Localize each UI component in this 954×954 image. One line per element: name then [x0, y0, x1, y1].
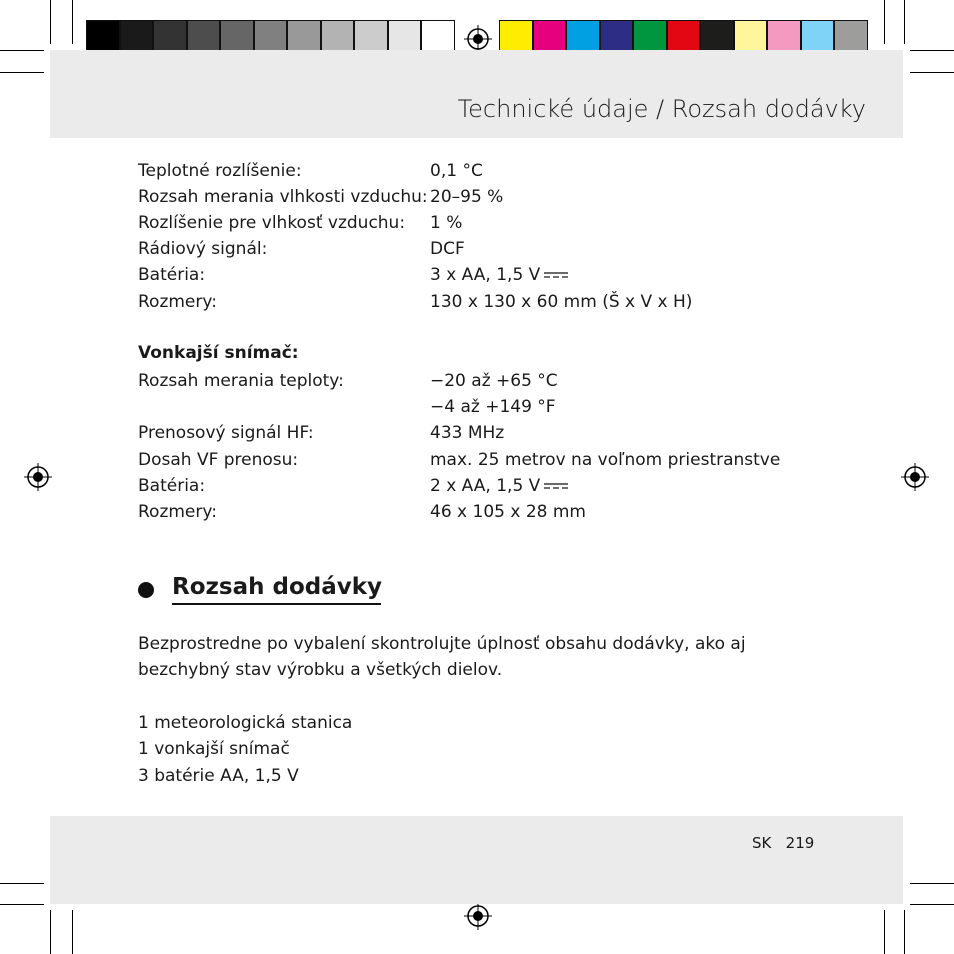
list-item: 1 meteorologická stanica — [138, 713, 353, 733]
delivery-heading: Rozsah dodávky — [172, 574, 383, 600]
spec-value-text: 3 x AA, 1,5 V — [430, 265, 541, 285]
color-swatch — [533, 20, 567, 54]
spec-label: Rozmery: — [138, 292, 217, 312]
footer-band — [50, 816, 903, 904]
color-swatch — [388, 20, 422, 54]
registration-mark-icon — [901, 463, 929, 491]
spec-value: max. 25 metrov na voľnom priestranstve — [430, 450, 781, 470]
color-swatch — [86, 20, 120, 54]
page-title: Technické údaje / Rozsah dodávky — [457, 95, 866, 123]
color-swatch — [667, 20, 701, 54]
crop-mark — [910, 883, 954, 884]
color-swatch — [767, 20, 801, 54]
spec-label: Rozmery: — [138, 502, 217, 522]
spec-label: Prenosový signál HF: — [138, 423, 314, 443]
grayscale-color-bar — [86, 20, 455, 54]
registration-mark-icon — [464, 902, 492, 930]
crop-mark — [0, 50, 44, 51]
spec-label: Rádiový signál: — [138, 239, 268, 259]
spec-label: Rozlíšenie pre vlhkosť vzduchu: — [138, 213, 406, 233]
spec-label: Batéria: — [138, 476, 206, 496]
color-swatch — [187, 20, 221, 54]
crop-mark — [910, 904, 954, 905]
color-swatch — [321, 20, 355, 54]
spec-value — [430, 263, 568, 287]
header-band — [50, 50, 903, 138]
list-item: 1 vonkajší snímač — [138, 739, 290, 759]
spec-value: 433 MHz — [430, 423, 505, 443]
spec-value: 20–95 % — [430, 187, 504, 207]
spec-label: Rozsah merania vlhkosti vzduchu: — [138, 187, 428, 207]
crop-mark — [72, 910, 73, 954]
registration-mark-icon — [24, 463, 52, 491]
spec-value: −4 až +149 °F — [430, 397, 556, 417]
color-swatch — [421, 20, 455, 54]
spec-label: Teplotné rozlíšenie: — [138, 161, 302, 181]
list-item: 3 batérie AA, 1,5 V — [138, 766, 299, 786]
spec-value: 1 % — [430, 213, 463, 233]
spec-label: Rozsah merania teploty: — [138, 371, 344, 391]
crop-mark — [50, 910, 51, 954]
color-swatch — [566, 20, 600, 54]
delivery-paragraph: Bezprostredne po vybalení skontrolujte úplnosť obsahu dodávky, ako aj bezchybný stav výrobku a všetkých dielov. — [138, 634, 746, 680]
color-swatch — [801, 20, 835, 54]
color-swatch — [153, 20, 187, 54]
crop-mark — [50, 0, 51, 44]
spec-value: DCF — [430, 239, 465, 259]
spec-value: 130 x 130 x 60 mm (Š x V x H) — [430, 292, 693, 312]
registration-mark-icon — [464, 25, 492, 53]
outdoor-sensor-heading: Vonkajší snímač: — [138, 343, 299, 363]
crop-mark — [0, 904, 44, 905]
color-swatch — [287, 20, 321, 54]
crop-mark — [910, 72, 954, 73]
crop-mark — [72, 0, 73, 44]
bullet-icon — [138, 582, 154, 598]
color-swatch — [834, 20, 868, 54]
process-color-bar — [499, 20, 868, 54]
crop-mark — [0, 883, 44, 884]
spec-value — [430, 474, 568, 498]
crop-mark — [910, 50, 954, 51]
crop-mark — [904, 910, 905, 954]
color-swatch — [354, 20, 388, 54]
spec-label: Dosah VF prenosu: — [138, 450, 299, 470]
dc-current-icon — [544, 270, 568, 280]
color-swatch — [633, 20, 667, 54]
color-swatch — [600, 20, 634, 54]
crop-mark — [884, 910, 885, 954]
color-swatch — [734, 20, 768, 54]
heading-underline — [172, 603, 381, 605]
crop-mark — [0, 72, 44, 73]
spec-value: 0,1 °C — [430, 161, 483, 181]
color-swatch — [499, 20, 533, 54]
color-swatch — [220, 20, 254, 54]
color-swatch — [254, 20, 288, 54]
crop-mark — [904, 0, 905, 44]
color-swatch — [700, 20, 734, 54]
crop-mark — [884, 0, 885, 44]
spec-value: −20 až +65 °C — [430, 371, 558, 391]
spec-value: 46 x 105 x 28 mm — [430, 502, 586, 522]
spec-label: Batéria: — [138, 265, 206, 285]
page-number: SK 219 — [752, 834, 815, 852]
dc-current-icon — [544, 481, 568, 491]
color-swatch — [120, 20, 154, 54]
spec-value-text: 2 x AA, 1,5 V — [430, 476, 541, 496]
